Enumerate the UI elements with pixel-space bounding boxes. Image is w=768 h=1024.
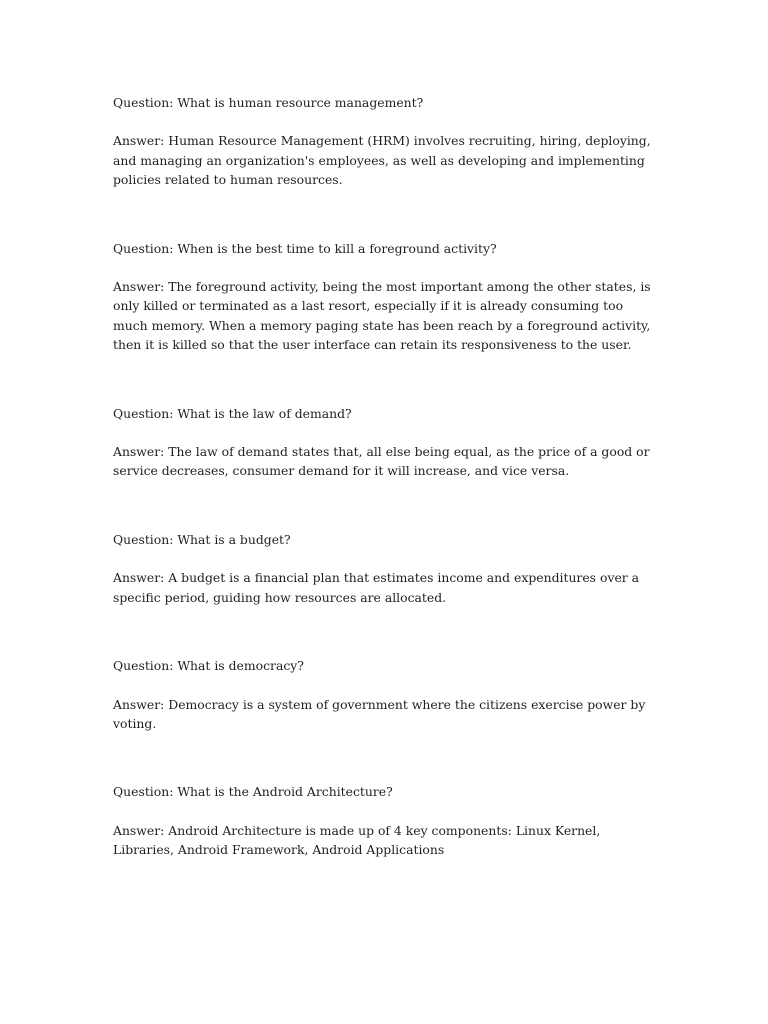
answer-text: Answer: A budget is a financial plan that estimates income and expenditures over a specific period, guiding how resources are allocated.	[113, 570, 640, 605]
document-page	[113, 93, 658, 860]
answer-text: Answer: Democracy is a system of government where the citizens exercise power by voting.	[113, 696, 646, 731]
qa-item	[113, 239, 658, 355]
answer-text: Answer: The foreground activity, being the most important among the other states, is only killed or terminated as a last resort, especially if it is already consuming too much memory. When a memory paging state has been reach by a foreground activity, then it is killed so that the user interface can retain its responsiveness to the user.	[113, 279, 651, 353]
qa-item	[113, 656, 658, 733]
question-text: Question: What is democracy?	[113, 658, 304, 674]
question-text: Question: What is a budget?	[113, 531, 291, 547]
qa-item	[113, 530, 658, 607]
answer-text: Answer: The law of demand states that, all else being equal, as the price of a good or service decreases, consumer demand for it will increase, and vice versa.	[113, 444, 650, 479]
answer-text: Answer: Human Resource Management (HRM) involves recruiting, hiring, deploying, and managing an organization's employees, as well as developing and implementing policies related to human resources.	[113, 133, 651, 188]
qa-item	[113, 404, 658, 481]
question-text: Question: What is the law of demand?	[113, 405, 352, 421]
answer-text: Answer: Android Architecture is made up of 4 key components: Linux Kernel, Libraries, Android Framework, Android Applications	[113, 822, 601, 858]
question-text: Question: What is the Android Architecture?	[113, 784, 393, 800]
question-text: Question: When is the best time to kill a foreground activity?	[113, 240, 497, 256]
qa-item	[113, 93, 658, 190]
qa-item	[113, 782, 658, 859]
question-text: Question: What is human resource management?	[113, 95, 424, 110]
